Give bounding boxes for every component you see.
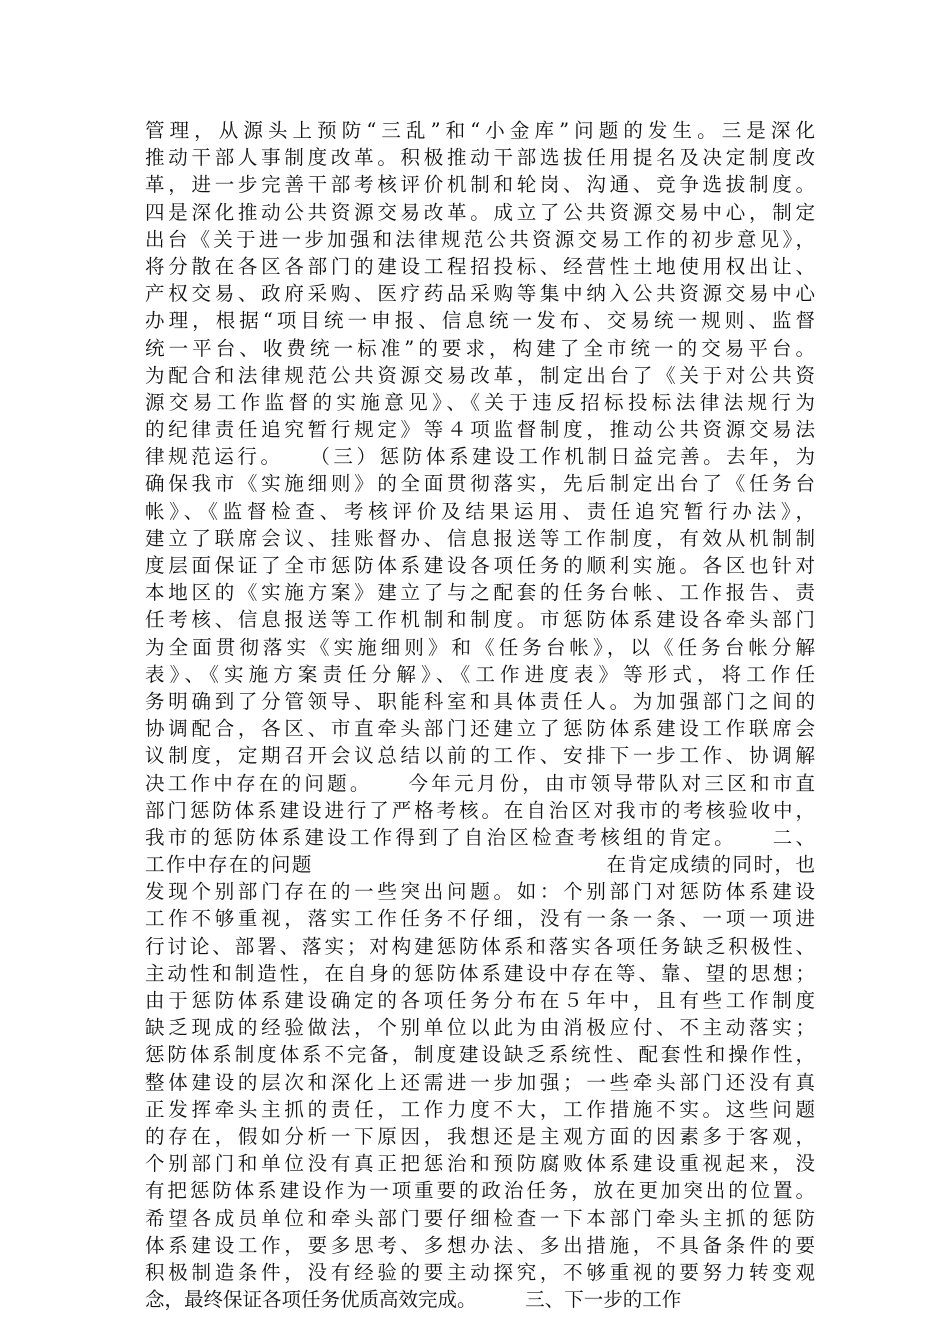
text-line: 为全面贯彻落实《实施细则》和《任务台帐》，以《任务台帐分解	[145, 635, 815, 659]
text-line: 的存在，假如分析一下原因，我想还是主观方面的因素多于客观，	[145, 1124, 815, 1148]
text-line: 统一平台、收费统一标准”的要求，构建了全市统一的交易平台。	[145, 336, 815, 360]
text-line: 建立了联席会议、挂账督办、信息报送等工作制度，有效从机制制	[145, 526, 815, 550]
text-line: 我市的惩防体系建设工作得到了自治区检查考核组的肯定。 二、	[145, 825, 815, 849]
text-line: 源交易工作监督的实施意见》、《关于违反招标投标法律法规行为	[145, 390, 815, 414]
text-line: 四是深化推动公共资源交易改革。成立了公共资源交易中心，制定	[145, 200, 815, 224]
text-line: 革，进一步完善干部考核评价机制和轮岗、沟通、竞争选拔制度。	[145, 173, 815, 197]
text-line: 由于惩防体系建设确定的各项任务分布在５年中，且有些工作制度	[145, 989, 815, 1012]
text-line: 管理，从源头上预防“三乱”和“小金库”问题的发生。三是深化	[145, 119, 815, 142]
text-line: 惩防体系制度体系不完备，制度建设缺乏系统性、配套性和操作性，	[145, 1043, 815, 1067]
text-line: 整体建设的层次和深化上还需进一步加强；一些牵头部门还没有真	[145, 1070, 815, 1094]
text-line: 本地区的《实施方案》建立了与之配套的任务台帐、工作报告、责	[145, 581, 815, 605]
text-line: 出台《关于进一步加强和法律规范公共资源交易工作的初步意见》，	[145, 227, 815, 251]
text-line: 有把惩防体系建设作为一项重要的政治任务，放在更加突出的位置。	[145, 1179, 815, 1203]
text-line: 协调配合，各区、市直牵头部门还建立了惩防体系建设工作联席会	[145, 717, 815, 741]
text-line: 工作不够重视，落实工作任务不仔细，没有一条一条、一项一项进	[145, 907, 815, 931]
text-line: 帐》、《监督检查、考核评价及结果运用、责任追究暂行办法》，	[145, 499, 815, 523]
text-line: 表》、《实施方案责任分解》、《工作进度表》等形式，将工作任	[145, 662, 815, 686]
text-line: 的纪律责任追究暂行规定》等４项监督制度，推动公共资源交易法	[145, 418, 815, 442]
text-line: 主动性和制造性，在自身的惩防体系建设中存在等、靠、望的思想；	[145, 961, 815, 985]
text-line: 推动干部人事制度改革。积极推动干部选拔任用提名及决定制度改	[145, 146, 815, 170]
text-line: 任考核、信息报送等工作机制和制度。市惩防体系建设各牵头部门	[145, 608, 815, 632]
text-line: 工作中存在的问题 在肯定成绩的同时，也	[145, 853, 815, 877]
text-line: 产权交易、政府采购、医疗药品采购等集中纳入公共资源交易中心	[145, 282, 815, 306]
text-line: 体系建设工作，要多思考、多想办法、多出措施，不具备条件的要	[145, 1233, 815, 1257]
text-line: 念，最终保证各项任务优质高效完成。 三、下一步的工作	[145, 1288, 682, 1312]
body-text	[145, 117, 815, 1313]
text-line: 行讨论、部署、落实；对构建惩防体系和落实各项任务缺乏积极性、	[145, 934, 815, 958]
text-line: 正发挥牵头主抓的责任，工作力度不大，工作措施不实。这些问题	[145, 1097, 815, 1121]
text-line: 办理，根据“项目统一申报、信息统一发布、交易统一规则、监督	[145, 309, 815, 333]
text-line: 议制度，定期召开会议总结以前的工作、安排下一步工作、协调解	[145, 744, 815, 768]
text-line: 将分散在各区各部门的建设工程招投标、经营性土地使用权出让、	[145, 254, 815, 278]
text-line: 务明确到了分管领导、职能科室和具体责任人。为加强部门之间的	[145, 689, 815, 713]
text-line: 确保我市《实施细则》的全面贯彻落实，先后制定出台了《任务台	[145, 472, 815, 496]
text-line: 律规范运行。 （三）惩防体系建设工作机制日益完善。去年，为	[145, 445, 815, 469]
text-line: 部门惩防体系建设进行了严格考核。在自治区对我市的考核验收中，	[145, 798, 815, 822]
text-line: 决工作中存在的问题。 今年元月份，由市领导带队对三区和市直	[145, 771, 815, 795]
text-line: 为配合和法律规范公共资源交易改革，制定出台了《关于对公共资	[145, 363, 815, 387]
text-line: 缺乏现成的经验做法，个别单位以此为由消极应付、不主动落实；	[145, 1016, 815, 1040]
text-line: 度层面保证了全市惩防体系建设各项任务的顺利实施。各区也针对	[145, 554, 815, 577]
text-line: 个别部门和单位没有真正把惩治和预防腐败体系建设重视起来，没	[145, 1152, 815, 1176]
text-line: 发现个别部门存在的一些突出问题。如：个别部门对惩防体系建设	[145, 880, 815, 904]
text-line: 积极制造条件，没有经验的要主动探究，不够重视的要努力转变观	[145, 1260, 815, 1284]
text-line: 希望各成员单位和牵头部门要仔细检查一下本部门牵头主抓的惩防	[145, 1206, 815, 1230]
